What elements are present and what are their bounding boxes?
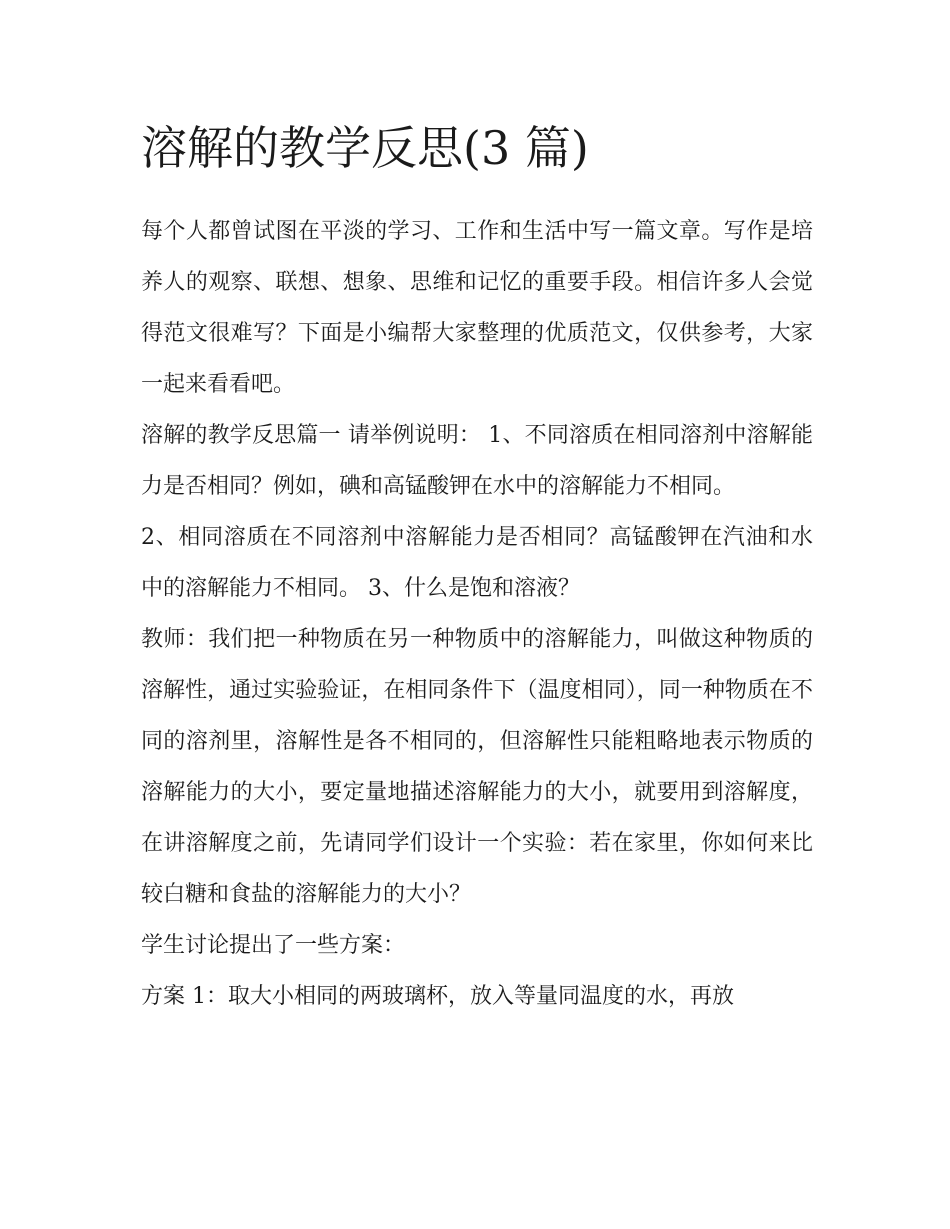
paragraph-1: 溶解的教学反思篇一 请举例说明： 1、不同溶质在相同溶剂中溶解能力是否相同？例如，碘和高锰酸钾在水中的溶解能力不相同。	[141, 423, 813, 499]
paragraph-2: 2、相同溶质在不同溶剂中溶解能力是否相同？高锰酸钾在汽油和水中的溶解能力不相同。 3、什么是饱和溶液？	[141, 525, 813, 601]
paragraph-4: 学生讨论提出了一些方案：	[141, 933, 406, 958]
paragraph-3: 教师：我们把一种物质在另一种物质中的溶解能力，叫做这种物质的溶解性，通过实验验证，在相同条件下（温度相同），同一种物质在不同的溶剂里，溶解性是各不相同的，但溶解性只能粗略地表示物质的溶解能力的大小，要定量地描述溶解能力的大小，就要用到溶解度，在讲溶解度之前，先请同学们设计一个实验：若在家里，你如何来比较白糖和食盐的溶解能力的大小？	[141, 627, 813, 907]
document-page	[141, 118, 813, 1022]
document-title: 溶解的教学反思(3 篇)	[141, 121, 589, 175]
paragraph-intro: 每个人都曾试图在平淡的学习、工作和生活中写一篇文章。写作是培养人的观察、联想、想象、思维和记忆的重要手段。相信许多人会觉得范文很难写？下面是小编帮大家整理的优质范文，仅供参考，大家一起来看看吧。	[141, 219, 813, 397]
paragraph-5: 方案 1：取大小相同的两玻璃杯，放入等量同温度的水，再放	[141, 984, 734, 1009]
